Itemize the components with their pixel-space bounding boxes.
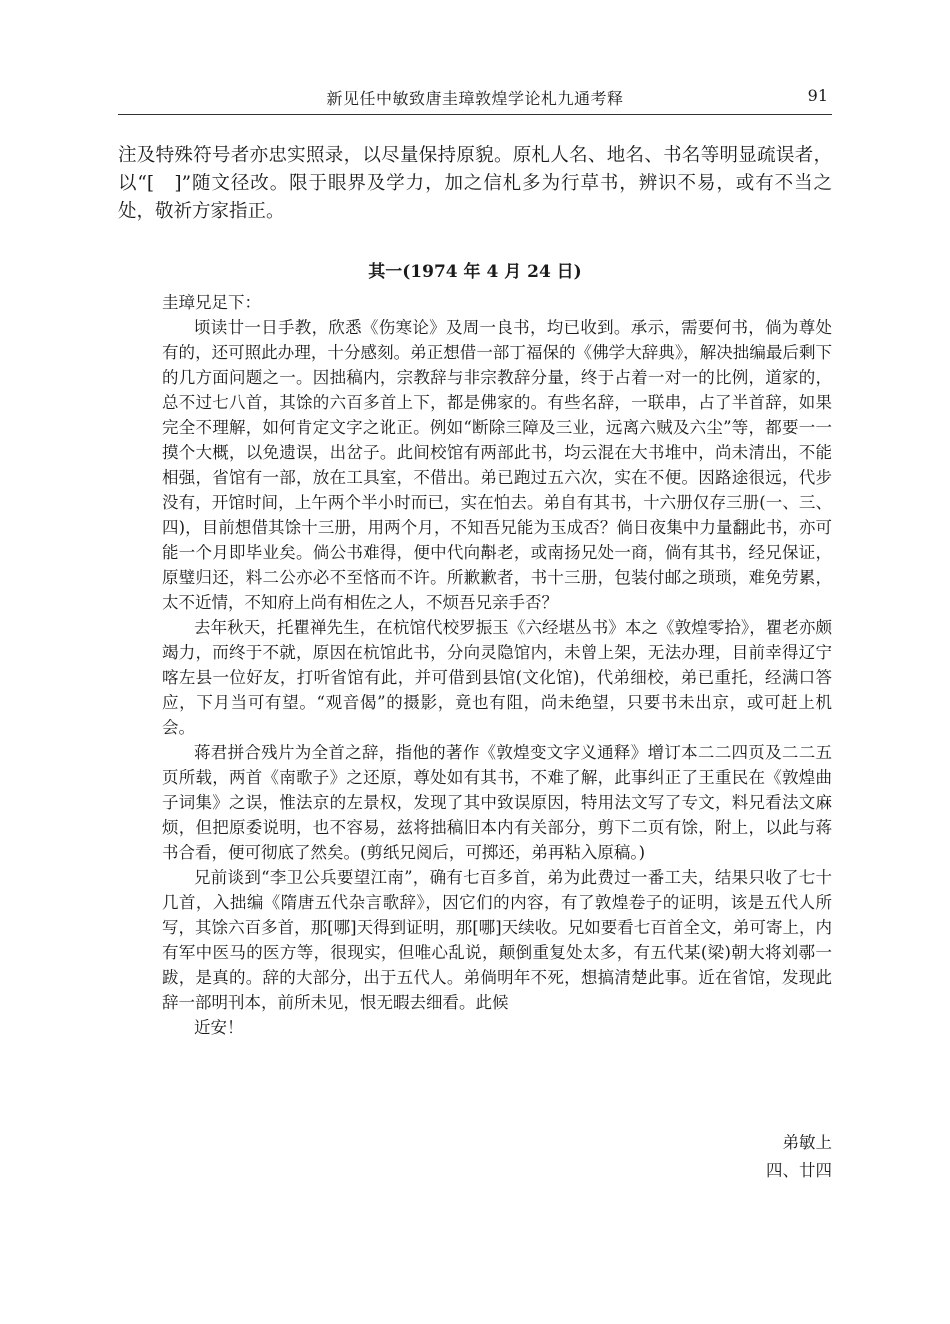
- letter-signature: 弟敏上: [782, 1133, 832, 1152]
- letter-date: 四、廿四: [766, 1161, 832, 1180]
- letter-paragraph: 兄前谈到“李卫公兵要望江南”，确有七百多首，弟为此费过一番工夫，结果只收了七十几首，入拙编《隋唐五代杂言歌辞》，因它们的内容，有了敦煌卷子的证明，该是五代人所写，其馀六百多首，那[哪]天得到证明，那[哪]天续收。兄如要看七百首全文，弟可寄上，内有军中医马的医方等，很现实，但唯心乱说，颠倒重复处太多，有五代某(梁)朝大将刘鄩一跋，是真的。辞的大部分，出于五代人。弟倘明年不死，想搞清楚此事。近在省馆，发现此辞一部明刊本，前所未见，恨无暇去细看。此候: [162, 868, 832, 1012]
- letter-closing: 近安！: [194, 1018, 244, 1037]
- letter-salutation: 圭璋兄足下：: [162, 293, 261, 312]
- letter-paragraph: 顷读廿一日手教，欣悉《伤寒论》及周一良书，均已收到。承示，需要何书，倘为尊处有的，还可照此办理，十分感刻。弟正想借一部丁福保的《佛学大辞典》，解决拙编最后剩下的几方面问题之一。因拙稿内，宗教辞与非宗教辞分量，终于占着一对一的比例，道家的，总不过七八首，其馀的六百多首上下，都是佛家的。有些名辞，一联串，占了半首辞，如果完全不理解，如何肯定文字之讹正。例如“断除三障及三业，远离六贼及六尘”等，都要一一摸个大概，以免遗误，出岔子。此间校馆有两部此书，均云混在大书堆中，尚未清出，不能相强，省馆有一部，放在工具室，不借出。弟已跑过五六次，实在不便。因路途很远，代步没有，开馆时间，上午两个半小时而已，实在怕去。弟自有其书，十六册仅存三册(一、三、四)，目前想借其馀十三册，用两个月，不知吾兄能为玉成否？倘日夜集中力量翻此书，亦可能一个月即毕业矣。倘公书难得，便中代向斠老，或南扬兄处一商，倘有其书，经兄保证，原璧归还，料二公亦必不至悋而不许。所歉歉者，书十三册，包装付邮之琐琐，难免劳累，太不近情，不知府上尚有相佐之人，不烦吾兄亲手否？: [162, 318, 832, 612]
- page-number: 91: [807, 86, 828, 105]
- section-title: 其一(1974 年 4 月 24 日): [368, 262, 582, 282]
- letter-paragraph: 蒋君拼合残片为全首之辞，指他的著作《敦煌变文字义通释》增订本二二四页及二二五页所载，两首《南歌子》之还原，尊处如有其书，不难了解，此事纠正了王重民在《敦煌曲子词集》之误，惟法京的左景权，发现了其中致误原因，特用法文写了专文，料兄看法文麻烦，但把原委说明，也不容易，兹将拙稿旧本内有关部分，剪下二页有馀，附上，以此与蒋书合看，便可彻底了然矣。(剪纸兄阅后，可掷还，弟再粘入原稿。): [162, 743, 832, 862]
- intro-paragraph: 注及特殊符号者亦忠实照录，以尽量保持原貌。原札人名、地名、书名等明显疏误者，以“[ ]”随文径改。限于眼界及学力，加之信札多为行草书，辨识不易，或有不当之处，敬祈方家指正。: [118, 145, 832, 222]
- letter-paragraph: 去年秋天，托瞿禅先生，在杭馆代校罗振玉《六经堪丛书》本之《敦煌零拾》，瞿老亦颇竭力，而终于不就，原因在杭馆此书，分向灵隐馆内，未曾上架，无法办理，目前幸得辽宁喀左县一位好友，打听省馆有此，并可借到县馆(文化馆)，代弟细校，弟已重托，经满口答应，下月当可有望。“观音偈”的摄影，竟也有阻，尚未绝望，只要书未出京，或可赶上机会。: [162, 618, 832, 737]
- letter-body: [162, 290, 832, 1040]
- running-title: 新见任中敏致唐圭璋敦煌学论札九通考释: [326, 89, 624, 108]
- running-header: [118, 80, 832, 115]
